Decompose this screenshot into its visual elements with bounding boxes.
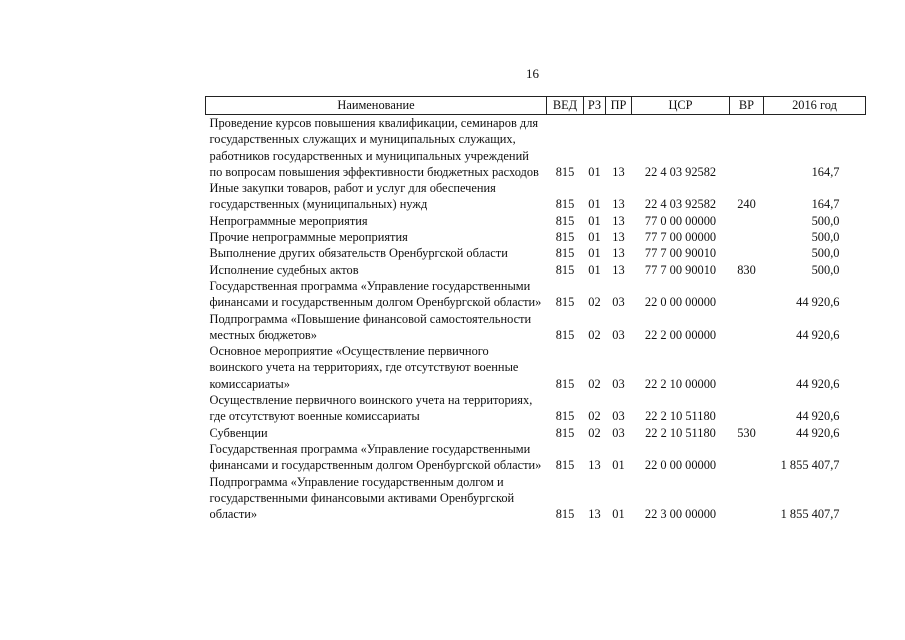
row-amount: 44 920,6 [796,425,840,440]
row-csr: 77 7 00 90010 [644,262,717,277]
row-pr: 01 [612,507,625,522]
table-row [206,311,866,344]
header-pr: ПР [606,97,632,115]
row-rz: 02 [588,376,601,391]
row-csr: 22 2 10 51180 [645,409,716,424]
row-name: Основное мероприятие «Осуществление первичного воинского учета на территориях, где отсутствуют военные комиссариаты» [209,344,519,391]
row-vr [730,441,764,474]
row-ved: 815 [555,295,575,310]
row-name: Прочие непрограммные мероприятия [209,230,408,245]
row-amount: 500,0 [811,230,840,245]
row-name: Государственная программа «Управление государственными финансами и государственным долгом Оренбургской области» [209,441,542,473]
table-row [206,425,866,441]
row-name: Субвенции [209,425,268,440]
row-amount: 44 920,6 [796,409,840,424]
row-ved: 815 [555,246,575,261]
row-ved: 815 [555,213,575,228]
row-name: Проведение курсов повышения квалификации, семинаров для государственных служащих и муниципальных служащих, работников государственных и муниципальных учреждений по вопросам повышения эффективности бюджетных расходов [209,116,539,179]
header-ved: ВЕД [547,97,584,115]
row-vr [730,213,764,229]
table-row [206,262,866,278]
row-amount: 164,7 [811,197,840,212]
row-ved: 815 [555,164,575,179]
row-amount: 500,0 [811,213,840,228]
row-pr: 01 [612,458,625,473]
table-body [206,115,866,523]
row-pr: 13 [612,246,625,261]
row-ved: 815 [555,425,575,440]
row-pr: 13 [612,164,625,179]
row-amount: 164,7 [811,164,840,179]
header-csr: ЦСР [632,97,730,115]
row-pr: 03 [612,376,625,391]
row-csr: 22 4 03 92582 [644,197,717,212]
row-amount: 1 855 407,7 [780,507,840,522]
row-rz: 01 [588,262,601,277]
row-ved: 815 [555,458,575,473]
budget-table-container [205,96,865,522]
row-csr: 77 7 00 90010 [644,246,717,261]
header-year: 2016 год [764,97,866,115]
row-csr: 22 4 03 92582 [644,164,717,179]
row-amount: 1 855 407,7 [780,458,840,473]
row-csr: 22 3 00 00000 [644,507,717,522]
table-row [206,213,866,229]
row-vr [730,245,764,261]
row-pr: 13 [612,197,625,212]
row-rz: 01 [588,197,601,212]
row-name: Государственная программа «Управление государственными финансами и государственным долгом Оренбургской области» [209,278,542,310]
row-amount: 44 920,6 [796,376,840,391]
header-rz: РЗ [584,97,606,115]
row-name: Осуществление первичного воинского учета на территориях, где отсутствуют военные комиссариаты [209,393,533,424]
row-vr [730,278,764,311]
row-rz: 13 [588,458,601,473]
header-name: Наименование [206,97,547,115]
row-vr: 830 [737,262,756,277]
table-row [206,115,866,181]
row-vr: 530 [737,425,756,440]
row-amount: 500,0 [811,246,840,261]
row-ved: 815 [555,409,575,424]
table-row [206,229,866,245]
row-name: Подпрограмма «Управление государственным долгом и государственными финансовыми активами Оренбургской области» [209,474,515,522]
row-rz: 02 [588,425,601,440]
row-pr: 13 [612,262,625,277]
row-vr [730,343,764,392]
row-rz: 13 [588,507,601,522]
row-pr: 03 [612,295,625,310]
row-csr: 22 2 00 00000 [644,327,717,342]
row-csr: 22 2 10 00000 [644,376,717,391]
row-vr [730,311,764,344]
row-vr: 240 [737,197,756,212]
table-row [206,441,866,474]
row-rz: 02 [588,409,601,424]
row-rz: 02 [588,327,601,342]
row-pr: 03 [612,425,625,440]
row-ved: 815 [555,197,575,212]
row-name: Подпрограмма «Повышение финансовой самостоятельности местных бюджетов» [209,311,532,342]
row-name: Непрограммные мероприятия [209,213,368,228]
row-csr: 77 7 00 00000 [644,230,717,245]
row-vr [730,474,764,523]
row-amount: 44 920,6 [796,327,840,342]
row-csr: 77 0 00 00000 [644,213,717,228]
row-name: Выполнение других обязательств Оренбургской области [209,246,508,261]
row-vr [730,392,764,425]
row-amount: 44 920,6 [796,295,840,310]
row-name: Иные закупки товаров, работ и услуг для обеспечения государственных (муниципальных) нужд [209,181,496,212]
row-ved: 815 [555,507,575,522]
row-pr: 03 [612,327,625,342]
row-pr: 13 [612,213,625,228]
page-number: 16 [526,66,539,81]
row-rz: 02 [588,295,601,310]
header-vr: ВР [730,97,764,115]
row-vr [730,115,764,181]
row-pr: 03 [612,409,625,424]
row-rz: 01 [588,230,601,245]
row-ved: 815 [555,230,575,245]
row-ved: 815 [555,327,575,342]
table-row [206,343,866,392]
table-row [206,245,866,261]
budget-table [205,96,866,522]
row-rz: 01 [588,213,601,228]
row-rz: 01 [588,246,601,261]
row-csr: 22 0 00 00000 [644,295,717,310]
row-ved: 815 [555,376,575,391]
row-rz: 01 [588,164,601,179]
table-row [206,180,866,213]
table-row [206,278,866,311]
row-vr [730,229,764,245]
table-row [206,474,866,523]
row-csr: 22 0 00 00000 [644,458,717,473]
row-name: Исполнение судебных актов [209,262,359,277]
row-amount: 500,0 [811,262,840,277]
row-ved: 815 [555,262,575,277]
table-header [206,97,866,115]
row-pr: 13 [612,230,625,245]
row-csr: 22 2 10 51180 [645,425,716,440]
table-row [206,392,866,425]
